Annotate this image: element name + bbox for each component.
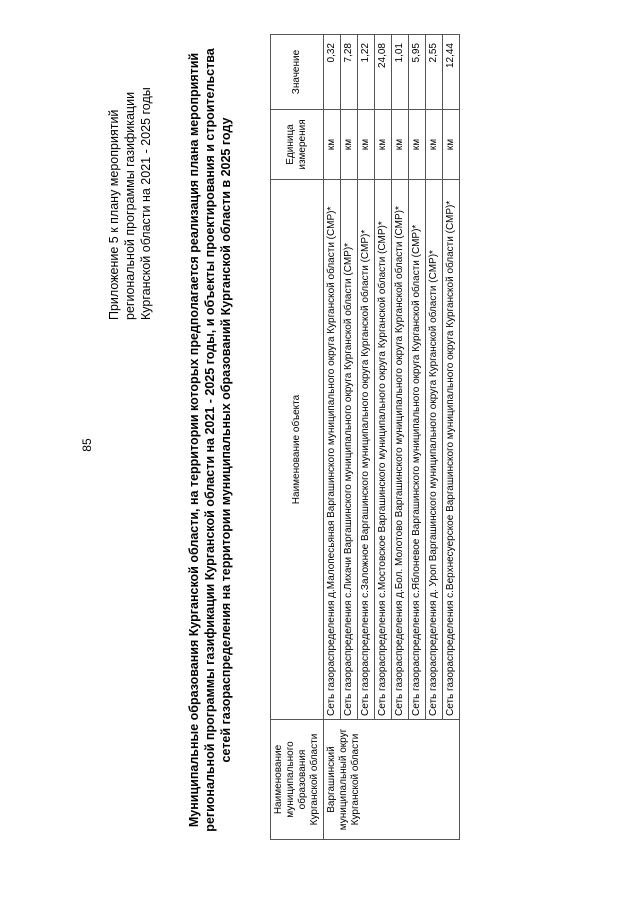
- table-row: [409, 35, 426, 840]
- object-name-cell: Сеть газораспределения с.Мостовское Варгашинского муниципального округа Курганской области (СМР)*: [375, 180, 392, 720]
- value-cell: 7,28: [341, 35, 358, 110]
- header-municipality: Наименование муниципального образования Курганской области: [271, 720, 324, 840]
- object-name-cell: Сеть газораспределения с.Заложное Варгашинского муниципального округа Курганской области (СМР)*: [358, 180, 375, 720]
- value-cell: 2,55: [426, 35, 443, 110]
- value-cell: 1,22: [358, 35, 375, 110]
- unit-cell: км: [392, 110, 409, 180]
- object-name-cell: Сеть газораспределения с.Яблоневое Варгашинского муниципального округа Курганской области (СМР)*: [409, 180, 426, 720]
- value-cell: 1,01: [392, 35, 409, 110]
- header-unit: Единица измерения: [271, 110, 324, 180]
- unit-cell: км: [358, 110, 375, 180]
- table-row: [392, 35, 409, 840]
- unit-cell: км: [426, 110, 443, 180]
- object-name-cell: Сеть газораспределения с.Верхнесуерское Варгашинского муниципального округа Курганской области (СМР)*: [443, 180, 460, 720]
- unit-cell: км: [341, 110, 358, 180]
- object-name-cell: Сеть газораспределения д.Бол. Молотово Варгашинского муниципального округа Курганской области (СМР)*: [392, 180, 409, 720]
- table-row: [358, 35, 375, 840]
- table-row: [375, 35, 392, 840]
- table-body: [324, 35, 460, 840]
- document-title: Муниципальные образования Курганской области, на территории которых предполагается реализация плана мероприятий региональной программы газификации Курганской области на 2021 - 2025 годы, и объекты проектирования и строительства сетей газораспределения на территории муниципальных образований Курганской области в 2025 году: [187, 48, 233, 832]
- municipality-cell: Варгашинский муниципальный округ Курганской области: [324, 720, 460, 840]
- table-header-row: [271, 35, 324, 840]
- object-name-cell: Сеть газораспределения с.Лихачи Варгашинского муниципального округа Курганской области (СМР)*: [341, 180, 358, 720]
- objects-table: [270, 34, 460, 840]
- value-cell: 0,32: [324, 35, 341, 110]
- unit-cell: км: [375, 110, 392, 180]
- table-row: [324, 35, 341, 840]
- value-cell: 5,95: [409, 35, 426, 110]
- table-row: [341, 35, 358, 840]
- unit-cell: км: [324, 110, 341, 180]
- object-name-cell: Сеть газораспределения д. Уроп Варгашинского муниципального округа Курганской области (СМР)*: [426, 180, 443, 720]
- table-row: [443, 35, 460, 840]
- header-value: Значение: [271, 35, 324, 110]
- unit-cell: км: [443, 110, 460, 180]
- unit-cell: км: [409, 110, 426, 180]
- appendix-note: Приложение 5 к плану мероприятий региональной программы газификации Курганской области на 2021 - 2025 годы: [107, 87, 153, 320]
- value-cell: 12,44: [443, 35, 460, 110]
- object-name-cell: Сеть газораспределения д.Малопесьяная Варгашинского муниципального округа Курганской области (СМР)*: [324, 180, 341, 720]
- value-cell: 24,08: [375, 35, 392, 110]
- page-number: 85: [80, 438, 94, 452]
- table-row: [426, 35, 443, 840]
- header-object-name: Наименование объекта: [271, 180, 324, 720]
